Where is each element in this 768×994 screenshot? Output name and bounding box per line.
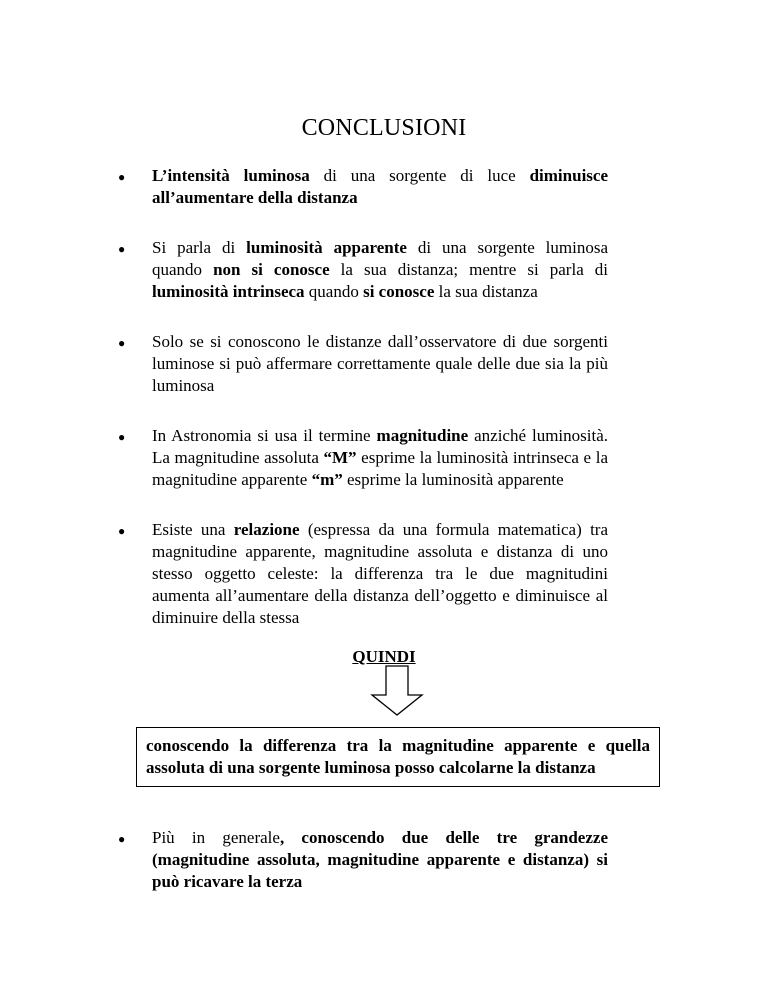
quindi-heading: QUINDI [352, 647, 416, 666]
bullet-item-5 [152, 519, 608, 629]
bold-text-segment: diminuisce all’aumentare della distanza [152, 166, 608, 207]
text-segment: esprime la luminosità intrinseca e la magnitudine apparente [152, 448, 608, 489]
text-segment: la sua distanza; mentre si parla di [329, 260, 609, 279]
text-segment: In Astronomia si usa il termine [152, 426, 377, 445]
page-title: CONCLUSIONI [301, 115, 467, 141]
bold-text-segment: non si conosce [213, 260, 330, 279]
text-segment: Si parla di [152, 238, 247, 257]
bullet-icon: ● [118, 170, 126, 184]
bullet-icon: ● [118, 336, 126, 350]
bold-text-segment: luminosità intrinseca [152, 282, 305, 301]
bullet-icon: ● [118, 524, 126, 538]
bullet-icon: ● [118, 430, 126, 444]
text-segment: Esiste una [152, 520, 234, 539]
bold-text-segment: magnitudine [376, 426, 469, 445]
text-segment: esprime la luminosità apparente [342, 470, 564, 489]
text-segment: di una sorgente di luce [309, 166, 530, 185]
text-segment: la sua distanza [434, 282, 538, 301]
bold-text-segment: luminosità apparente [246, 238, 407, 257]
bullet-item-4 [152, 425, 608, 491]
text-segment: quando [304, 282, 364, 301]
text-segment: Più in generale [152, 828, 280, 847]
text-segment: Solo se si conoscono le distanze dall’osservatore di due sorgenti luminose si può affermare correttamente quale delle due sia la più luminosa [152, 332, 608, 395]
bold-text-segment: relazione [233, 520, 300, 539]
bullet-item-6 [152, 827, 608, 893]
bullet-item-3 [152, 331, 608, 397]
bold-text-segment: “M” [323, 448, 357, 467]
text-segment: (espressa da una formula matematica) tra magnitudine apparente, magnitudine assoluta e distanza di uno stesso oggetto celeste: la differenza tra le due magnitudini aumenta all’aumentare della distanza dell’oggetto e diminuisce al diminuire della stessa [152, 520, 608, 627]
bold-text-segment: si conosce [363, 282, 435, 301]
text-segment: anziché luminosità. La magnitudine assoluta [152, 426, 608, 467]
bullet-item-2 [152, 237, 608, 303]
down-arrow-icon [370, 665, 424, 717]
bullet-icon: ● [118, 832, 126, 846]
bold-text-segment: L’intensità luminosa [152, 166, 310, 185]
bullet-icon: ● [118, 242, 126, 256]
bullet-item-1 [152, 165, 608, 209]
bold-text-segment: , conoscendo due delle tre grandezze (magnitudine assoluta, magnitudine apparente e distanza) si può ricavare la terza [152, 828, 608, 891]
bold-text-segment: “m” [311, 470, 343, 489]
conclusion-box-text: conoscendo la differenza tra la magnitudine apparente e quella assoluta di una sorgente luminosa posso calcolarne la distanza [146, 736, 650, 777]
text-segment: di una sorgente luminosa quando [152, 238, 608, 279]
